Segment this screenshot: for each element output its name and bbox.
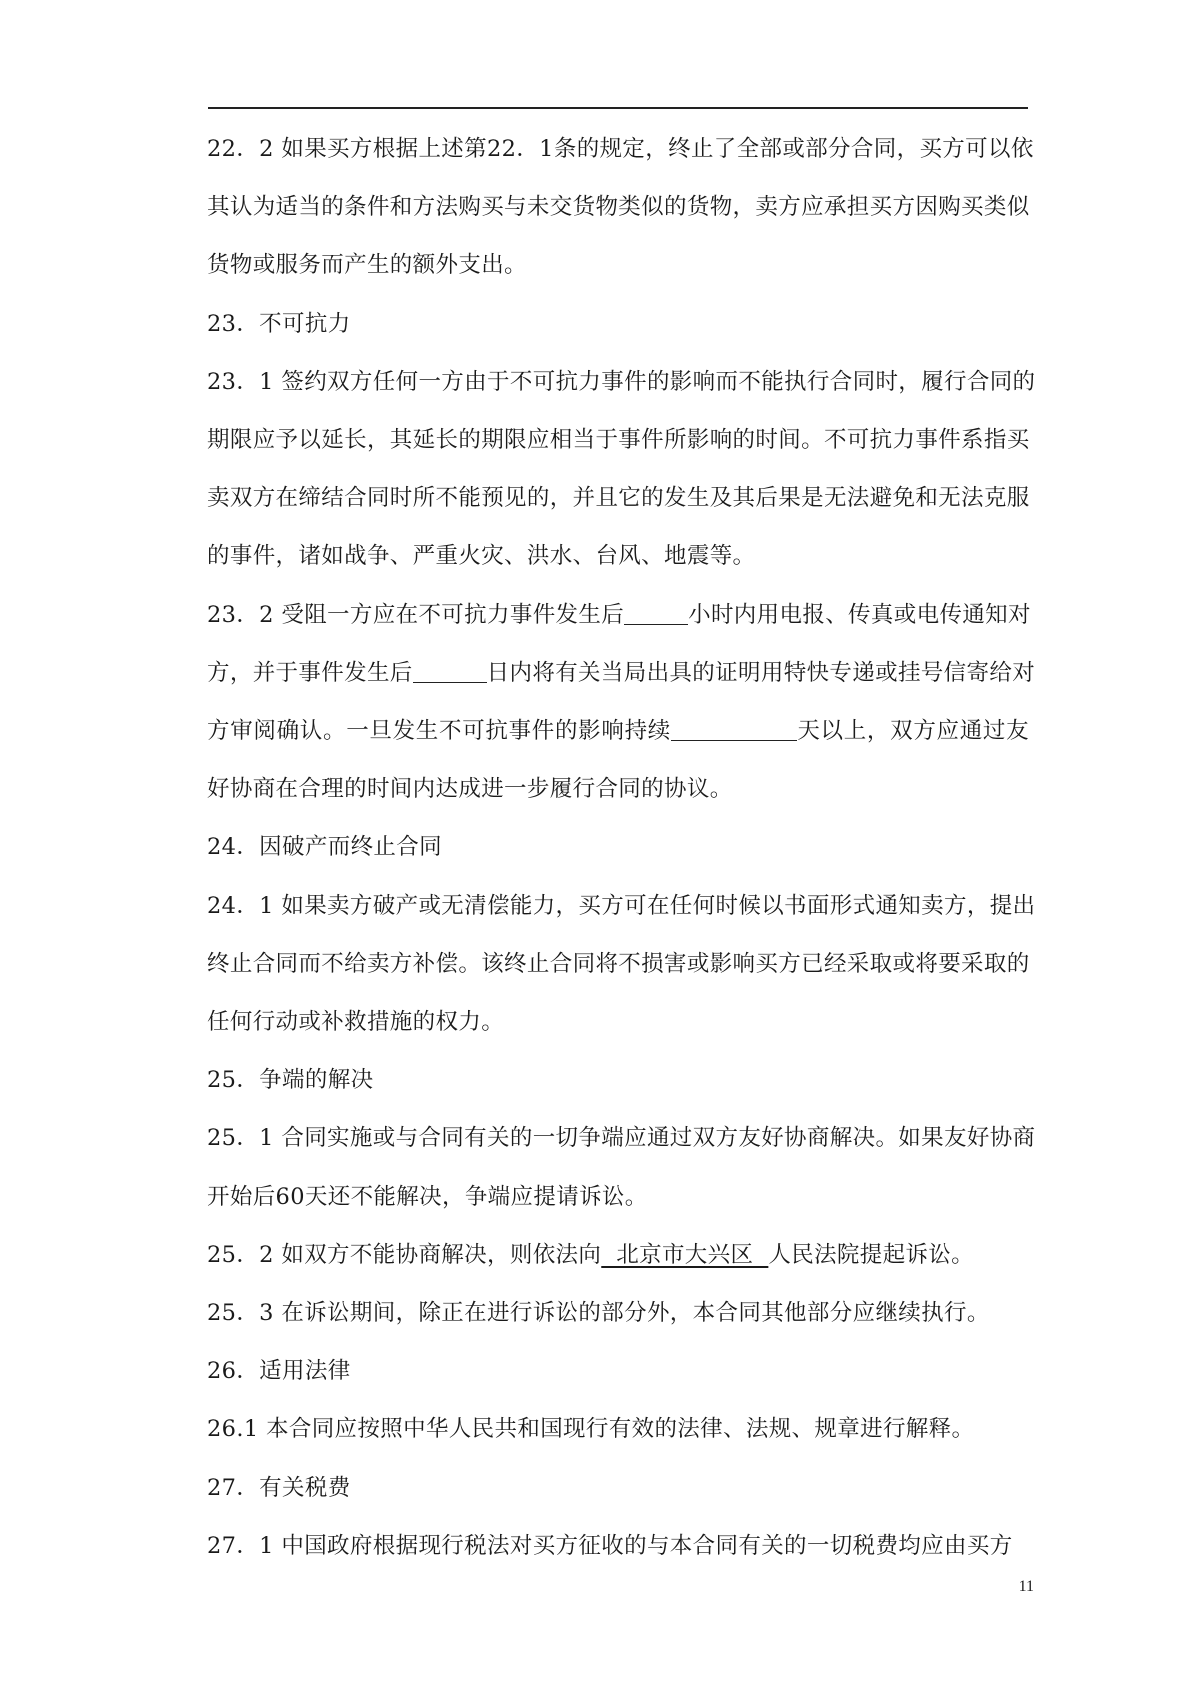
clause-25-1-line-1: 25．1 合同实施或与合同有关的一切争端应通过双方友好协商解决。如果友好协商 xyxy=(207,1125,1036,1152)
court-name: 北京市大兴区 xyxy=(601,1241,769,1268)
clause-25-3: 25．3 在诉讼期间，除正在进行诉讼的部分外，本合同其他部分应继续执行。 xyxy=(207,1300,990,1327)
section-26-heading: 26．适用法律 xyxy=(207,1358,351,1385)
clause-23-2-line-1 xyxy=(207,586,1029,644)
clause-23-2-text: 23．2 受阻一方应在不可抗力事件发生后 xyxy=(207,601,625,628)
blank-duration xyxy=(671,718,797,741)
section-23-heading: 23．不可抗力 xyxy=(207,310,351,337)
clause-24-1-line-1: 24．1 如果卖方破产或无清偿能力，买方可在任何时候以书面形式通知卖方，提出 xyxy=(207,892,1036,919)
page-number: 11 xyxy=(1018,1578,1034,1595)
clause-25-2 xyxy=(207,1226,1029,1284)
clause-23-1-line-1: 23．1 签约双方任何一方由于不可抗力事件的影响而不能执行合同时，履行合同的 xyxy=(207,368,1036,395)
clause-23-1-line-3: 卖双方在缔结合同时所不能预见的，并且它的发生及其后果是无法避免和无法克服 xyxy=(207,485,1030,512)
clause-22-2-line-2: 其认为适当的条件和方法购买与未交货物类似的货物，卖方应承担买方因购买类似 xyxy=(207,194,1030,221)
clause-25-1-line-2: 开始后60天还不能解决，争端应提请诉讼。 xyxy=(207,1183,648,1210)
clause-23-2-text: 小时内用电报、传真或电传通知对 xyxy=(688,601,1031,628)
clause-23-2-line-3 xyxy=(207,702,1029,760)
clause-23-2-text: 方，并于事件发生后 xyxy=(207,659,413,686)
blank-hours xyxy=(624,602,688,625)
clause-25-2-text: 人民法院提起诉讼。 xyxy=(768,1241,975,1268)
section-27-heading: 27．有关税费 xyxy=(207,1474,351,1501)
clause-22-2-line-3: 货物或服务而产生的额外支出。 xyxy=(207,252,527,279)
clause-23-2-text: 天以上，双方应通过友 xyxy=(796,718,1029,745)
clause-23-2-text: 日内将有关当局出具的证明用特快专递或挂号信寄给对 xyxy=(486,659,1036,686)
section-25-heading: 25．争端的解决 xyxy=(207,1067,374,1094)
document-body xyxy=(207,120,1036,1575)
clause-24-1-line-2: 终止合同而不给卖方补偿。该终止合同将不损害或影响买方已经采取或将要采取的 xyxy=(207,950,1030,977)
clause-23-2-text: 方审阅确认。一旦发生不可抗事件的影响持续 xyxy=(207,718,671,745)
clause-26-1: 26.1 本合同应按照中华人民共和国现行有效的法律、法规、规章进行解释。 xyxy=(207,1416,975,1443)
blank-days xyxy=(413,660,487,683)
clause-23-2-line-2 xyxy=(207,644,1036,702)
clause-23-1-line-2: 期限应予以延长，其延长的期限应相当于事件所影响的时间。不可抗力事件系指买 xyxy=(207,427,1030,454)
clause-24-1-line-3: 任何行动或补救措施的权力。 xyxy=(207,1009,505,1036)
clause-27-1-line-1: 27．1 中国政府根据现行税法对买方征收的与本合同有关的一切税费均应由买方 xyxy=(207,1532,1013,1559)
clause-23-1-line-4: 的事件，诸如战争、严重火灾、洪水、台风、地震等。 xyxy=(207,543,756,570)
clause-23-2-line-4: 好协商在合理的时间内达成进一步履行合同的协议。 xyxy=(207,776,733,803)
clause-25-2-text: 25．2 如双方不能协商解决，则依法向 xyxy=(207,1241,602,1268)
clause-22-2-line-1: 22．2 如果买方根据上述第22．1条的规定，终止了全部或部分合同，买方可以依 xyxy=(207,136,1034,162)
section-24-heading: 24．因破产而终止合同 xyxy=(207,834,442,861)
header-rule xyxy=(208,107,1028,109)
